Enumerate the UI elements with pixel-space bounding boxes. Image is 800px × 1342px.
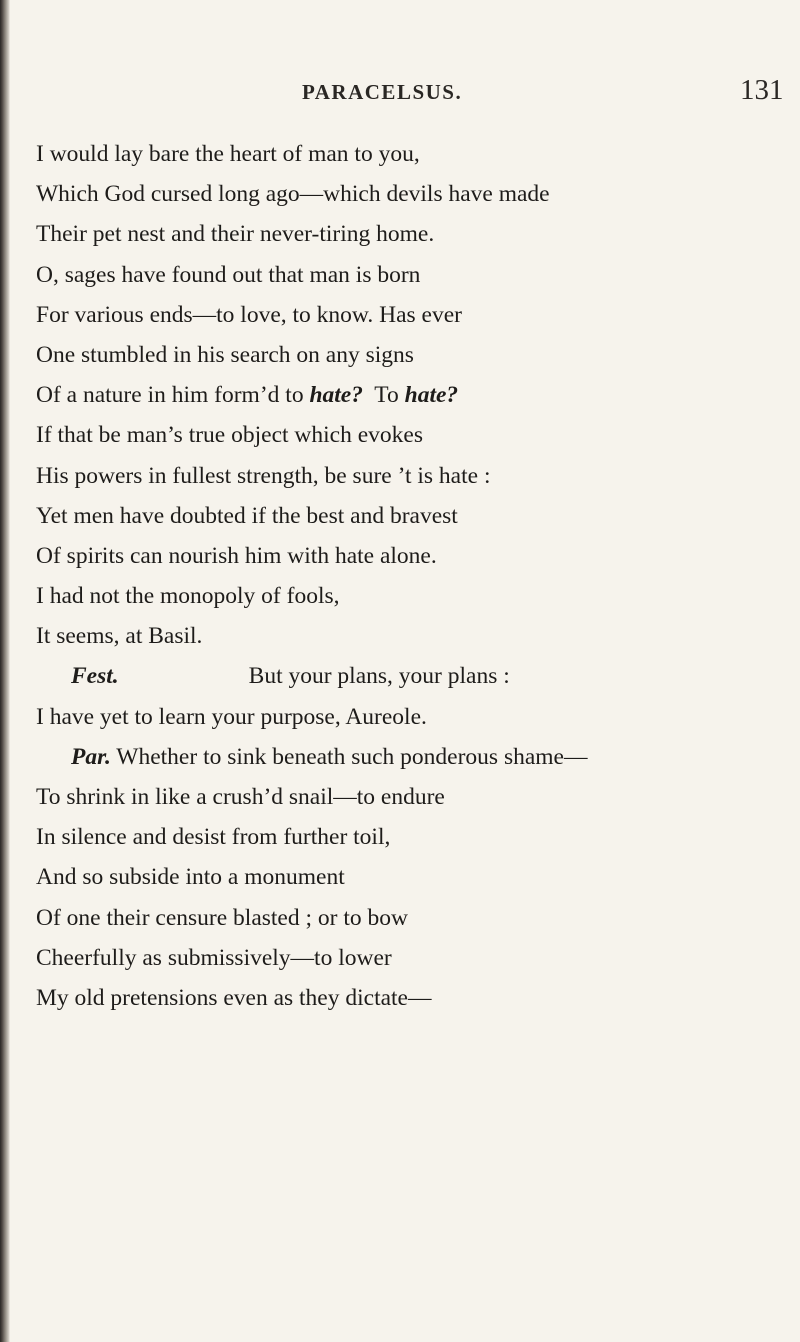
verse-line: One stumbled in his search on any signs bbox=[36, 341, 414, 368]
verse-line: Yet men have doubted if the best and bravest bbox=[36, 502, 458, 529]
verse-line: If that be man’s true object which evokes bbox=[36, 422, 423, 449]
emphasis-word: hate? bbox=[309, 382, 363, 409]
verse-text-span: But your plans, your plans : bbox=[248, 663, 510, 690]
verse-line: Of spirits can nourish him with hate alone. bbox=[36, 542, 437, 569]
speaker-name: Fest. bbox=[71, 663, 119, 690]
verse-line: I had not the monopoly of fools, bbox=[36, 583, 340, 610]
verse-text bbox=[36, 134, 796, 1018]
verse-text-span: Of a nature in him form’d to bbox=[36, 382, 310, 409]
verse-line: In silence and desist from further toil, bbox=[36, 824, 391, 851]
verse-line: I have yet to learn your purpose, Aureole. bbox=[36, 703, 427, 730]
verse-line: My old pretensions even as they dictate— bbox=[36, 984, 432, 1011]
verse-line: Cheerfully as submissively—to lower bbox=[36, 944, 392, 971]
page-header bbox=[0, 74, 800, 110]
emphasis-word: hate? bbox=[404, 382, 459, 409]
verse-line: To shrink in like a crush’d snail—to endure bbox=[36, 784, 445, 810]
verse-line bbox=[36, 375, 796, 415]
verse-line: For various ends—to love, to know. Has ever bbox=[36, 301, 462, 328]
verse-line: It seems, at Basil. bbox=[36, 623, 203, 650]
speaker-name: Par. bbox=[71, 743, 111, 770]
running-title: PARACELSUS. bbox=[302, 80, 463, 104]
book-binding-edge bbox=[0, 0, 10, 1342]
verse-line: O, sages have found out that man is born bbox=[36, 261, 421, 288]
verse-line bbox=[36, 737, 796, 777]
verse-text-span: Whether to sink beneath such ponderous shame— bbox=[110, 743, 588, 770]
verse-line: Their pet nest and their never-tiring home. bbox=[36, 221, 435, 248]
verse-text-span: To bbox=[362, 382, 405, 409]
verse-line: Which God cursed long ago—which devils have made bbox=[36, 181, 550, 208]
verse-line: His powers in fullest strength, be sure ’t is hate : bbox=[36, 462, 491, 489]
verse-line: And so subside into a monument bbox=[36, 864, 345, 891]
page-number: 131 bbox=[740, 74, 784, 106]
verse-line bbox=[36, 656, 796, 696]
verse-line: I would lay bare the heart of man to you, bbox=[36, 141, 420, 167]
verse-line: Of one their censure blasted ; or to bow bbox=[36, 904, 408, 931]
